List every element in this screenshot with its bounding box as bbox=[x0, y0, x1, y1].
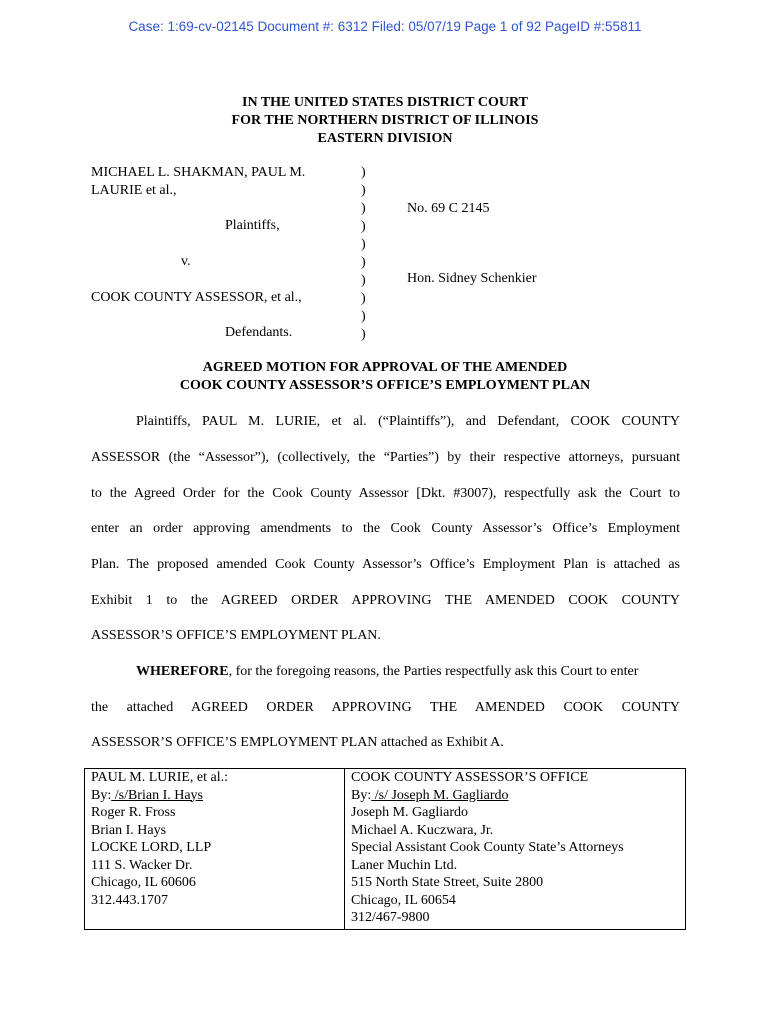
signature-line: Laner Muchin Ltd. bbox=[351, 857, 458, 873]
judge-name: Hon. Sidney Schenkier bbox=[407, 271, 537, 286]
caption-paren: ) bbox=[361, 183, 366, 198]
caption-paren: ) bbox=[361, 273, 366, 288]
signature-line: Chicago, IL 60654 bbox=[351, 892, 456, 908]
signature-line: 312.443.1707 bbox=[91, 892, 168, 908]
plaintiffs-name-line: MICHAEL L. SHAKMAN, PAUL M. bbox=[91, 165, 306, 180]
motion-title bbox=[0, 359, 770, 395]
caption-paren: ) bbox=[361, 219, 366, 234]
versus-label: v. bbox=[181, 254, 191, 269]
motion-title-line: AGREED MOTION FOR APPROVAL OF THE AMENDED bbox=[202, 360, 568, 375]
case-number: No. 69 C 2145 bbox=[407, 201, 490, 216]
signature-table bbox=[84, 768, 686, 930]
electronic-signature: /s/ Joseph M. Gagliardo bbox=[371, 787, 509, 803]
signature-line: Roger R. Fross bbox=[91, 805, 176, 820]
court-heading-line: IN THE UNITED STATES DISTRICT COURT bbox=[242, 95, 528, 110]
signature-line: LOCKE LORD, LLP bbox=[91, 840, 212, 855]
motion-title-line: COOK COUNTY ASSESSOR’S OFFICE’S EMPLOYMENT PLAN bbox=[179, 378, 591, 393]
plaintiffs-signature-block bbox=[85, 769, 345, 929]
wherefore-word: WHEREFORE bbox=[136, 664, 229, 679]
signature-by-line bbox=[351, 787, 679, 805]
defendants-name: COOK COUNTY ASSESSOR, et al., bbox=[91, 290, 302, 305]
case-header-stamp: Case: 1:69-cv-02145 Document #: 6312 Filed: 05/07/19 Page 1 of 92 PageID #:55811 bbox=[128, 19, 642, 34]
caption-paren: ) bbox=[361, 237, 366, 252]
body-line: Exhibit 1 to the AGREED ORDER APPROVING THE AMENDED COOK COUNTY bbox=[91, 593, 680, 608]
signature-line: Chicago, IL 60606 bbox=[91, 875, 196, 890]
by-label: By: bbox=[351, 787, 372, 803]
body-line: enter an order approving amendments to the Cook County Assessor’s Office’s Employment bbox=[91, 521, 680, 536]
caption-paren: ) bbox=[361, 327, 366, 342]
body-line: Plaintiffs, PAUL M. LURIE, et al. (“Plaintiffs”), and Defendant, COOK COUNTY bbox=[136, 414, 680, 429]
signature-line: Joseph M. Gagliardo bbox=[351, 805, 469, 820]
caption-paren: ) bbox=[361, 255, 366, 270]
caption-paren: ) bbox=[361, 165, 366, 180]
body-line: Plan. The proposed amended Cook County Assessor’s Office’s Employment Plan is attached as bbox=[91, 557, 680, 572]
signature-line: 515 North State Street, Suite 2800 bbox=[351, 875, 544, 890]
body-line: ASSESSOR’S OFFICE’S EMPLOYMENT PLAN. bbox=[91, 628, 381, 643]
body-line: the attached AGREED ORDER APPROVING THE AMENDED COOK COUNTY bbox=[91, 700, 680, 715]
body-line bbox=[136, 663, 680, 681]
court-heading-line: EASTERN DIVISION bbox=[317, 131, 453, 146]
signature-line: Special Assistant Cook County State’s Attorneys bbox=[351, 840, 624, 855]
signature-line: Brian I. Hays bbox=[91, 822, 167, 838]
signature-line: 312/467-9800 bbox=[351, 910, 430, 925]
body-line: to the Agreed Order for the Cook County Assessor [Dkt. #3007), respectfully ask the Court to bbox=[91, 486, 680, 501]
caption-paren: ) bbox=[361, 291, 366, 306]
caption-paren: ) bbox=[361, 201, 366, 216]
signature-line: 111 S. Wacker Dr. bbox=[91, 857, 193, 873]
court-heading-line: FOR THE NORTHERN DISTRICT OF ILLINOIS bbox=[231, 113, 539, 128]
defendant-signature-block bbox=[345, 769, 685, 929]
plaintiffs-name-line: LAURIE et al., bbox=[91, 183, 177, 198]
caption-paren: ) bbox=[361, 309, 366, 324]
court-heading bbox=[0, 94, 770, 148]
signature-by-line bbox=[91, 787, 338, 805]
case-caption bbox=[91, 164, 691, 344]
signature-line: Michael A. Kuczwara, Jr. bbox=[351, 822, 494, 838]
defendants-label: Defendants. bbox=[225, 325, 293, 340]
body-line: ASSESSOR (the “Assessor”), (collectively, the “Parties”) by their respective attorneys, pursuant bbox=[91, 450, 680, 465]
electronic-signature: /s/Brian I. Hays bbox=[111, 787, 203, 803]
signature-party: PAUL M. LURIE, et al.: bbox=[91, 770, 229, 785]
body-text: , for the foregoing reasons, the Parties respectfully ask this Court to enter bbox=[228, 664, 639, 679]
plaintiffs-label: Plaintiffs, bbox=[225, 218, 280, 233]
by-label: By: bbox=[91, 787, 112, 803]
signature-party: COOK COUNTY ASSESSOR’S OFFICE bbox=[351, 770, 589, 785]
body-line: ASSESSOR’S OFFICE’S EMPLOYMENT PLAN attached as Exhibit A. bbox=[91, 735, 504, 750]
